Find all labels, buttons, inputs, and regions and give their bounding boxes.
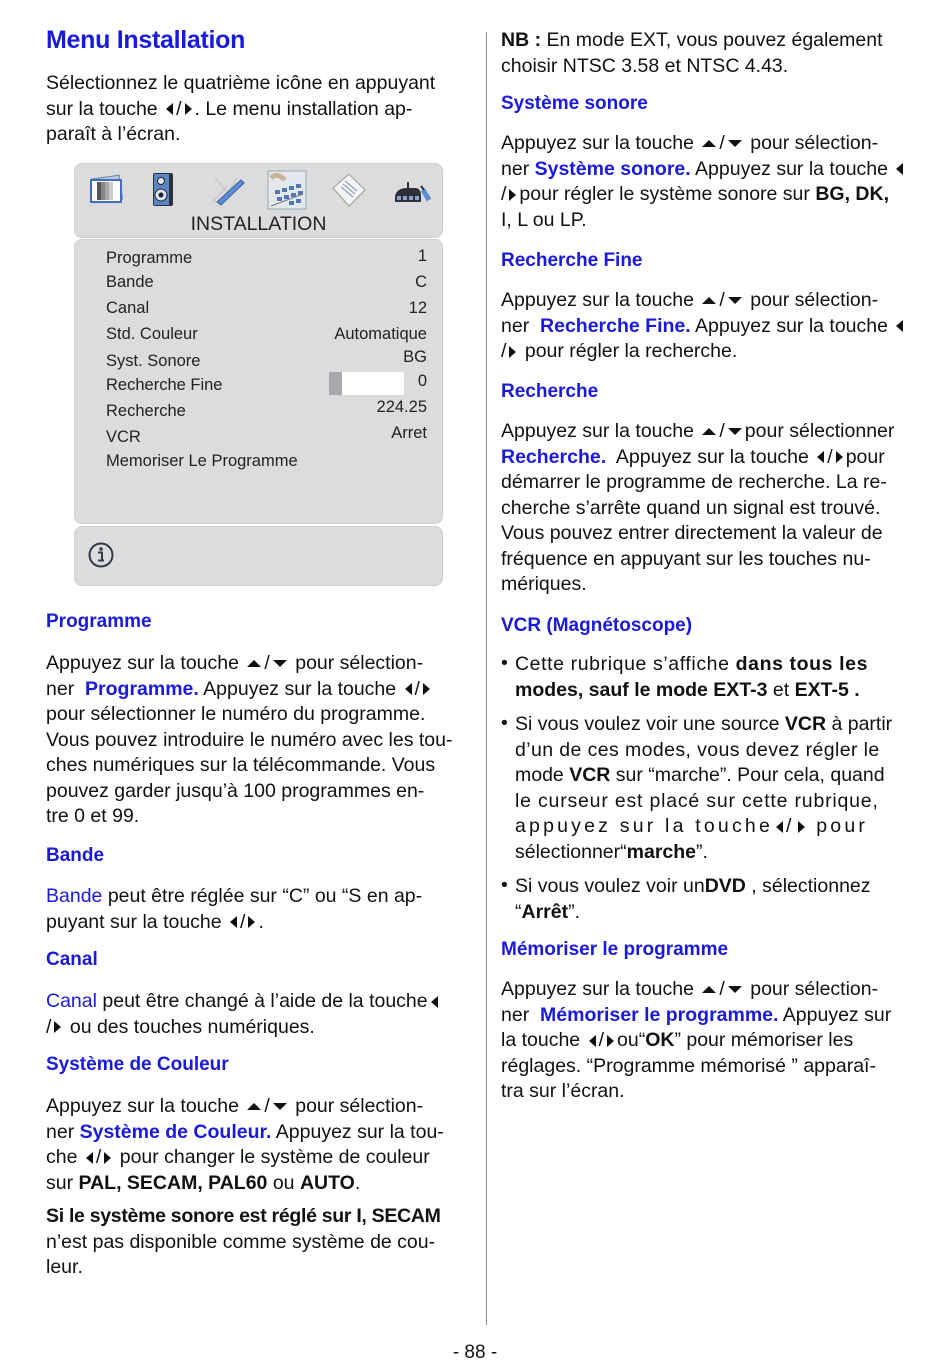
osd-menu-header	[74, 163, 443, 238]
page-title: Menu Installation	[46, 26, 246, 54]
section-heading-bande: Bande	[46, 845, 105, 866]
section-heading-recherche-fine: Recherche Fine	[501, 250, 643, 271]
osd-settings-list	[74, 239, 443, 524]
down-arrow-icon	[728, 140, 742, 147]
up-arrow-icon	[702, 986, 716, 993]
up-arrow-icon	[247, 1103, 261, 1110]
left-arrow-icon	[431, 996, 438, 1008]
osd-menu-title: INSTALLATION	[190, 213, 327, 235]
down-arrow-icon	[728, 428, 742, 435]
canal-paragraph: Canal peut être changé à l’aide de la touche / ou des touches numériques.	[46, 989, 468, 1040]
section-heading-recherche: Recherche	[501, 381, 599, 402]
osd-row-memoriser[interactable]: Memoriser Le Programme	[106, 452, 298, 470]
up-arrow-icon	[702, 140, 716, 147]
left-arrow-icon	[405, 683, 412, 695]
right-arrow-icon	[836, 451, 843, 463]
sonore-paragraph: Appuyez sur la touche / pour sélection- ner Système sonore. Appuyez sur la touche / pour régler le système sonore sur BG, DK, I, L ou LP.	[501, 131, 924, 233]
right-arrow-icon	[104, 1152, 111, 1164]
osd-row-canal[interactable]: Canal 12	[106, 299, 427, 317]
vcr-bullet-1: Cette rubrique s’affiche dans tous les modes, sauf le mode EXT-3 et EXT-5 .	[515, 653, 869, 701]
right-arrow-icon	[423, 683, 430, 695]
right-arrow-icon	[54, 1021, 61, 1033]
column-divider	[486, 32, 487, 1325]
osd-row-programme[interactable]: Programme 1	[106, 247, 427, 267]
section-heading-canal: Canal	[46, 949, 98, 970]
section-heading-vcr: VCR (Magnétoscope)	[501, 615, 693, 636]
right-arrow-icon	[248, 916, 255, 928]
recherche-paragraph: Appuyez sur la touche / pour sélectionner Recherche. Appuyez sur la touche / pour démarrer le programme de recherche. La re- cherche s’arrête quand un signal est trouvé. Vous pouvez entrer directement la valeur de fréquence en appuyant sur les touches nu- mériques.	[501, 420, 895, 595]
osd-row-syst-sonore[interactable]: Syst. Sonore BG	[106, 348, 427, 370]
up-arrow-icon	[247, 660, 261, 667]
up-arrow-icon	[702, 428, 716, 435]
left-arrow-icon	[817, 451, 824, 463]
fine-paragraph: Appuyez sur la touche / pour sélection- ner Recherche Fine. Appuyez sur la touche / pour régler la recherche.	[501, 288, 924, 365]
programme-paragraph: Appuyez sur la touche / pour sélection- ner Programme. Appuyez sur la touche / pour sélectionner le numéro du programme. Vous pouvez introduire le numéro avec les tou- ches numériques sur la télécommande. Vous pouvez garder jusqu’à 100 programmes en- tre 0 et 99.	[46, 652, 453, 827]
vcr-bullet-2: Si vous voulez voir une source VCR à partir d’un de ces modes, vous devez régler le mode VCR sur “marche”. Pour cela, quand le curseur est placé sur cette rubrique, appuyez sur la touche / pour sélectionner“marche”.	[515, 713, 893, 863]
osd-info-bar	[74, 526, 443, 586]
left-arrow-icon	[776, 821, 783, 833]
sound-speaker-icon[interactable]	[143, 172, 183, 208]
osd-row-recherche-fine[interactable]: Recherche Fine 0	[106, 372, 427, 394]
page-number: - 88 -	[452, 1342, 498, 1363]
osd-icon-bar	[75, 170, 442, 210]
right-arrow-icon	[607, 1035, 614, 1047]
osd-row-recherche[interactable]: Recherche 224.25	[106, 398, 427, 420]
features-tools-icon[interactable]	[207, 172, 247, 208]
info-icon	[87, 541, 115, 569]
left-arrow-icon	[896, 163, 903, 175]
down-arrow-icon	[728, 297, 742, 304]
left-arrow-icon	[230, 916, 237, 928]
osd-row-std-couleur[interactable]: Std. Couleur Automatique	[106, 325, 427, 343]
section-heading-couleur: Système de Couleur	[46, 1054, 229, 1075]
left-arrow-icon	[896, 320, 903, 332]
down-arrow-icon	[728, 986, 742, 993]
down-arrow-icon	[273, 1103, 287, 1110]
down-arrow-icon	[273, 660, 287, 667]
intro-paragraph: Sélectionnez le quatrième icône en appuyant sur la touche / . Le menu installation ap- paraît à l’écran.	[46, 72, 436, 145]
picture-icon[interactable]	[87, 172, 127, 208]
osd-row-vcr[interactable]: VCR Arret	[106, 424, 427, 446]
left-arrow-icon	[86, 1152, 93, 1164]
osd-row-bande[interactable]: Bande C	[106, 273, 427, 291]
right-arrow-icon	[509, 346, 516, 358]
bande-paragraph: Bande peut être réglée sur “C” ou “S en ap- puyant sur la touche / .	[46, 885, 423, 933]
section-heading-programme: Programme	[46, 611, 152, 632]
right-arrow-icon	[185, 103, 192, 115]
vcr-bullet-3: Si vous voulez voir unDVD , sélectionnez “Arrêt”.	[515, 875, 871, 923]
up-arrow-icon	[702, 297, 716, 304]
couleur-paragraph: Appuyez sur la touche / pour sélection- ner Système de Couleur. Appuyez sur la tou- che / pour changer le système de couleur sur PAL, SECAM, PAL60 ou AUTO.	[46, 1095, 444, 1194]
installation-keyboard-icon[interactable]	[267, 170, 307, 210]
source-connector-icon[interactable]	[393, 172, 433, 208]
right-arrow-icon	[798, 821, 805, 833]
right-arrow-icon	[509, 189, 516, 201]
left-arrow-icon	[589, 1035, 596, 1047]
nb-paragraph: NB : En mode EXT, vous pouvez également choisir NTSC 3.58 et NTSC 4.43.	[501, 29, 883, 77]
source-document-icon[interactable]	[329, 172, 369, 208]
memoriser-paragraph: Appuyez sur la touche / pour sélection- ner Mémoriser le programme. Appuyez sur la touche / ou“OK” pour mémoriser les réglages. “Programme mémorisé ” apparaî- tra sur l’écran.	[501, 978, 892, 1102]
couleur-note: Si le système sonore est réglé sur I, SECAM n’est pas disponible comme système de cou- leur.	[46, 1205, 441, 1278]
section-heading-sonore: Système sonore	[501, 93, 648, 114]
left-arrow-icon	[166, 103, 173, 115]
section-heading-memoriser: Mémoriser le programme	[501, 939, 729, 960]
